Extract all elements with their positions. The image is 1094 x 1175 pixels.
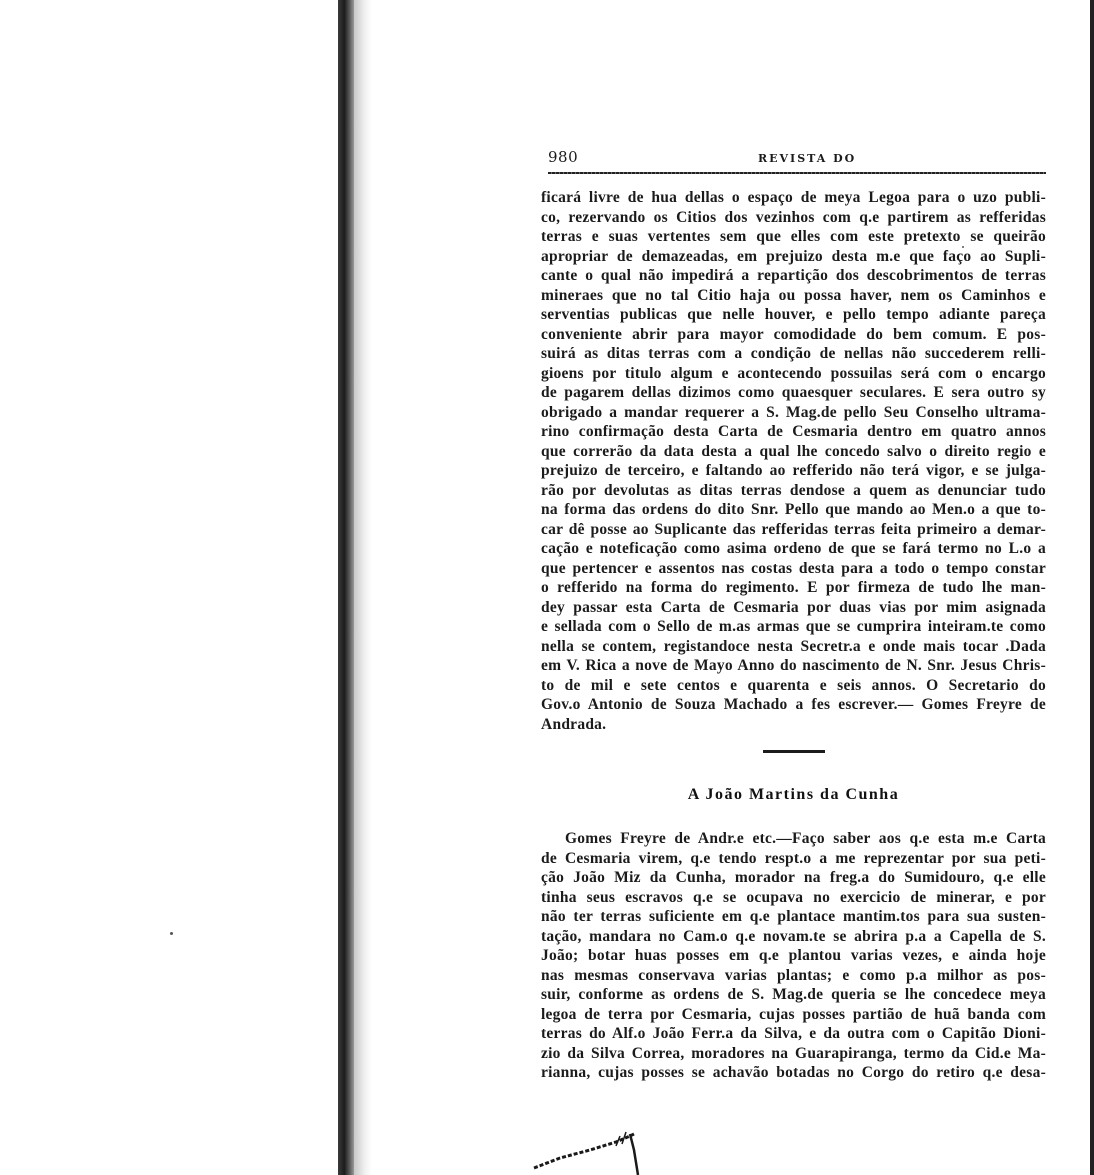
gutter-shadow <box>354 0 372 1175</box>
text-line: em V. Rica a nove de Mayo Anno do nascimento de N. Snr. Jesus Chris- <box>541 657 1046 674</box>
text-line: tação, mandara no Cam.o q.e novam.te se abrira p.a a Capella de S. <box>541 927 1046 945</box>
text-line: legoa de terra por Cesmaria, cujas posses partião de huã banda com <box>541 1005 1046 1023</box>
text-line: o refferido na forma do regimento. E por firmeza de tudo lhe man- <box>541 579 1046 596</box>
text-line: obrigado a mandar requerer a S. Mag.de pello Seu Conselho ultrama- <box>541 403 1046 421</box>
text-line: terras e suas vertentes sem que elles com este pretexto se queirão <box>541 228 1046 245</box>
document-body-two <box>541 829 1046 1083</box>
text-line: e sellada com o Sello de m.as armas que se cumprira inteiram.te como <box>541 618 1046 635</box>
text-line: ficará livre de hua dellas o espaço de meya Legoa para o uzo publi- <box>541 189 1046 206</box>
text-line: tinha seus escravos q.e se ocupava no exercicio de minerar, e por <box>541 888 1046 906</box>
page-header <box>548 148 1046 178</box>
text-line: cante o qual não impedirá a repartição dos descobrimentos de terras <box>541 267 1046 284</box>
text-line: co, rezervando os Citios dos vezinhos com q.e partirem as refferidas <box>541 208 1046 226</box>
text-line: Andrada. <box>541 715 607 733</box>
section-title: A João Martins da Cunha <box>687 786 900 803</box>
text-line: de Cesmaria virem, q.e tendo respt.o a me reprezentar por sua peti- <box>541 849 1046 867</box>
text-line: nella se contem, registandoce nesta Secretr.a e onde mais tocar .Dada <box>541 637 1046 655</box>
text-line: conveniente abrir para mayor comodidade do bem comum. E pos- <box>541 325 1046 343</box>
text-line: mineraes que no tal Citio haja ou possa haver, nem os Caminhos e <box>541 286 1046 304</box>
document-body-one <box>541 188 1046 734</box>
paper-speck <box>170 932 173 935</box>
text-line: zio da Silva Correa, moradores na Guarapiranga, termo da Cid.e Ma- <box>541 1044 1046 1062</box>
text-line: Gomes Freyre de Andr.e etc.—Faço saber aos q.e esta m.e Carta <box>565 830 1046 847</box>
text-line: to de mil e sete centos e quarenta e seis annos. O Secretario do <box>541 676 1046 694</box>
text-line: ção João Miz da Cunha, morador na freg.a do Sumidouro, q.e elle <box>541 869 1046 886</box>
text-line: apropriar de demazeadas, em prejuizo desta m.e que faço ao Supli- <box>541 247 1046 265</box>
text-line: rino confirmação desta Carta de Cesmaria dentro em quatro annos <box>541 423 1046 440</box>
header-rule <box>548 172 1046 174</box>
library-stamp-mark <box>530 1128 660 1175</box>
text-line: que pertencer e assentos nas costas desta para a todo o tempo constar <box>541 559 1046 577</box>
left-page <box>0 0 338 1175</box>
text-line: rianna, cujas posses se achavão botadas no Corgo do retiro q.e desa- <box>541 1064 1046 1081</box>
text-line: cação e noteficação como asima ordeno de que se fará termo no L.o a <box>541 540 1046 557</box>
text-line: dey passar esta Carta de Cesmaria por duas vias por mim asignada <box>541 598 1046 616</box>
text-line: terras do Alf.o João Ferr.a da Silva, e da outra com o Capitão Dioni- <box>541 1025 1046 1042</box>
text-line: prejuizo de terceiro, e faltando ao refferido não terá vigor, e se julga- <box>541 462 1046 479</box>
text-line: serventias publicas que nelle houver, e pello tempo adiante pareça <box>541 306 1046 323</box>
text-line: João; botar huas posses em q.e plantou varias vezes, e ainda hoje <box>541 947 1046 964</box>
text-line: que correrão da data desta a qual lhe concedo salvo o direito regio e <box>541 442 1046 460</box>
text-line: de pagarem dellas dizimos como quaesquer seculares. E sera outro sy <box>541 384 1046 401</box>
section-separator <box>763 750 825 753</box>
book-spine <box>338 0 354 1175</box>
text-line: car dê posse ao Suplicante das refferidas terras feita primeiro a demar- <box>541 520 1046 538</box>
page-number: 980 <box>548 148 579 166</box>
text-line: suir, conforme as ordens de S. Mag.de queria se lhe concedece meya <box>541 986 1046 1003</box>
text-line: rão por devolutas as ditas terras dendose a quem as denunciar tudo <box>541 481 1046 499</box>
page-edge <box>1090 0 1094 1175</box>
text-line: nas mesmas conservava varias plantas; e como p.a milhor as pos- <box>541 966 1046 984</box>
text-line: não ter terras suficiente em q.e plantace mantim.tos para sua susten- <box>541 908 1046 925</box>
running-head: REVISTA DO <box>758 152 857 165</box>
text-line: gioens por titulo algum e acontecendo possuilas será com o encargo <box>541 364 1046 382</box>
text-line: Gov.o Antonio de Souza Machado a fes escrever.— Gomes Freyre de <box>541 696 1046 713</box>
text-line: na forma das ordens do dito Snr. Pello que mando ao Men.o a que to- <box>541 501 1046 518</box>
text-line: suirá as ditas terras com a condição de nellas não succederem relli- <box>541 345 1046 362</box>
